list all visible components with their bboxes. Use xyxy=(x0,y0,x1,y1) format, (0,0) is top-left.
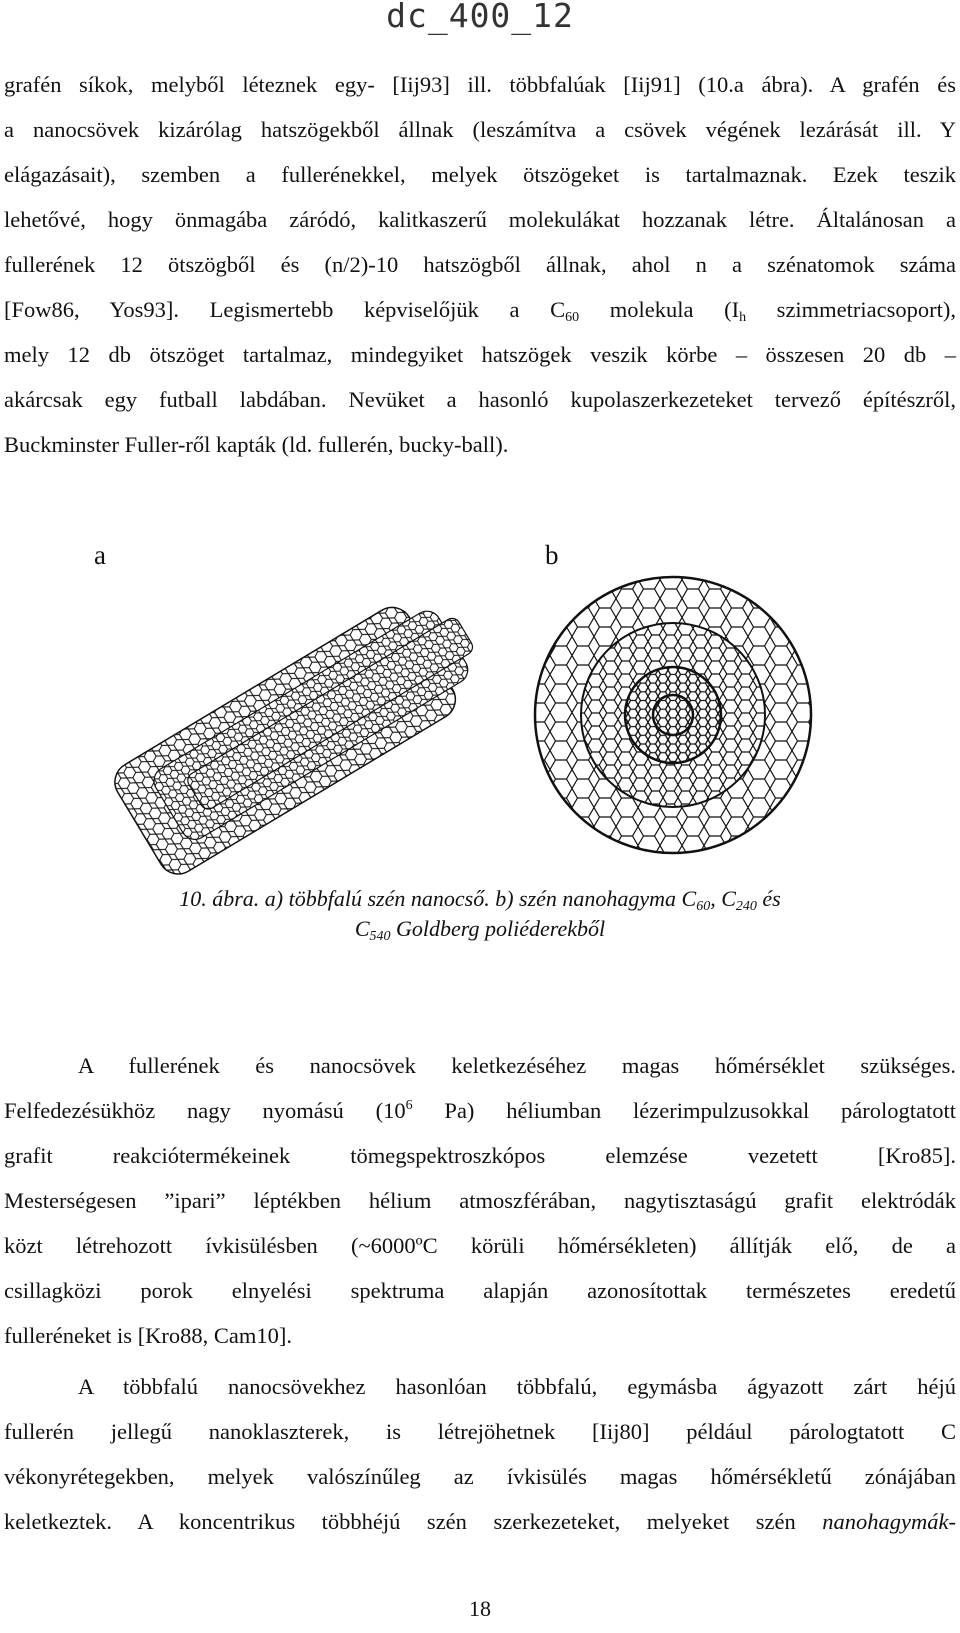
subscript: 60 xyxy=(565,310,580,325)
text-line xyxy=(4,287,956,332)
text-span: molekula (I xyxy=(579,297,740,322)
text-line: közt létrehozott ívkisülésben (~6000ºC körüli hőmérsékleten) állítják elő, de a xyxy=(4,1233,956,1258)
text-span: Pa) héliumban lézerimpulzusokkal párologtatott xyxy=(412,1098,956,1123)
text-line: csillagközi porok elnyelési spektruma alapján azonosítottak természetes eredetű xyxy=(4,1278,956,1303)
subscript: 540 xyxy=(369,929,391,944)
superscript: 6 xyxy=(405,1098,413,1113)
paragraph-2 xyxy=(4,1043,956,1358)
caption-line xyxy=(0,914,960,944)
text-line xyxy=(4,1499,956,1544)
subscript: 60 xyxy=(696,899,711,914)
text-line: elágazásait), szemben a fullerénekkel, melyek ötszögeket is tartalmaznak. Ezek teszik xyxy=(4,162,956,187)
text-line: grafén síkok, melyből léteznek egy- [Iij93] ill. többfalúak [Iij91] (10.a ábra). A grafén és xyxy=(4,72,956,97)
text-span: Felfedezésükhöz nagy nyomású (10 xyxy=(4,1098,406,1123)
paragraph-3 xyxy=(4,1364,956,1544)
text-span: Goldberg poliéderekből xyxy=(390,916,606,941)
text-span: keletkeztek. A koncentrikus többhéjú szén szerkezeteket, melyeket szén xyxy=(4,1509,823,1534)
text-span: , C xyxy=(710,886,736,911)
text-line: fullerén jellegű nanoklaszterek, is létrejöhetnek [Iij80] például párologtatott C xyxy=(4,1419,956,1444)
text-line: Mesterségesen ”ipari” léptékben hélium atmoszférában, nagytisztaságú grafit elektródák xyxy=(4,1188,956,1213)
text-line: fulleréneket is [Kro88, Cam10]. xyxy=(4,1323,293,1348)
multiwall-nanotube-illustration xyxy=(108,588,488,878)
text-line: fullerének 12 ötszögből és (n/2)-10 hatszögből állnak, ahol n a szénatomok száma xyxy=(4,252,956,277)
text-line: akárcsak egy futball labdában. Nevüket a hasonló kupolaszerkezeteket tervező építészről, xyxy=(4,387,956,412)
page-number: 18 xyxy=(469,1596,491,1621)
figure-label-a: a xyxy=(94,540,106,570)
figure-label-b: b xyxy=(545,540,559,570)
text-span: [Fow86, Yos93]. Legismertebb képviselőjük a C xyxy=(4,297,566,322)
text-span: C xyxy=(354,916,370,941)
text-span: szimmetriacsoport), xyxy=(746,297,957,322)
text-span: és xyxy=(756,886,781,911)
carbon-nano-onion-illustration xyxy=(528,570,818,860)
text-span: 10. ábra. a) többfalú szén nanocső. b) szén nanohagyma C xyxy=(179,886,697,911)
text-line: grafit reakciótermékeinek tömegspektroszkópos elemzése vezetett [Kro85]. xyxy=(4,1143,956,1168)
figure-caption xyxy=(0,884,960,944)
text-line: a nanocsövek kizárólag hatszögekből állnak (leszámítva a csövek végének lezárását ill. Y xyxy=(4,117,956,142)
text-line: vékonyrétegekben, melyek valószínűleg az ívkisülés magas hőmérsékletű zónájában xyxy=(4,1464,956,1489)
text-line: A többfalú nanocsövekhez hasonlóan többfalú, egymásba ágyazott zárt héjú xyxy=(78,1374,956,1399)
text-line: Buckminster Fuller-ről kapták (ld. fullerén, bucky-ball). xyxy=(4,432,509,457)
page-header: dc_400_12 xyxy=(386,0,574,35)
subscript: 240 xyxy=(735,899,757,914)
text-line: lehetővé, hogy önmagába záródó, kalitkaszerű molekulákat hozzanak létre. Általánosan a xyxy=(4,207,956,232)
caption-line xyxy=(0,884,960,914)
italic-term: nanohagymák- xyxy=(822,1509,956,1534)
subscript: h xyxy=(739,310,747,325)
text-line: A fullerének és nanocsövek keletkezéséhez magas hőmérséklet szükséges. xyxy=(78,1053,956,1078)
text-line: mely 12 db ötszöget tartalmaz, mindegyiket hatszögek veszik körbe – összesen 20 db – xyxy=(4,342,956,367)
paragraph-1 xyxy=(4,62,956,467)
text-line xyxy=(4,1088,956,1133)
